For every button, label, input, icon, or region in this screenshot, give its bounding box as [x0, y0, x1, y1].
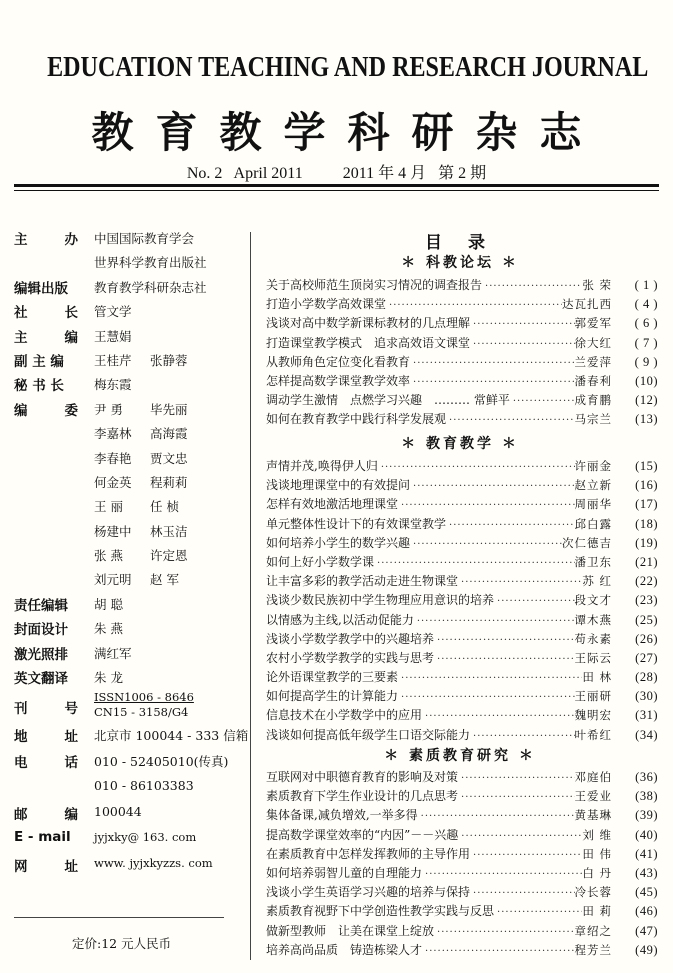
toc-entry-title: 调动学生激情 点燃学习兴趣 ……… 常鲜平: [266, 393, 510, 408]
toc-entry[interactable]: [266, 372, 658, 391]
toc-entry[interactable]: [266, 353, 658, 372]
toc-entry-author: 黄基琳: [574, 808, 612, 823]
typesetter: 满红军: [94, 645, 132, 661]
committee-row: [94, 424, 206, 442]
committee-member: 任 桢: [150, 499, 179, 515]
leader-dots: [458, 831, 582, 842]
toc-entry-title: 单元整体性设计下的有效课堂教学: [266, 516, 447, 531]
masthead-label: 编 委: [14, 402, 78, 419]
masthead-label: 秘 书 长: [14, 378, 64, 395]
toc-entry-page: (30): [635, 689, 658, 704]
toc-entry-author: 张 荣: [582, 278, 612, 292]
price: 定价:12 元人民币: [72, 936, 172, 951]
committee-member: 高海霞: [150, 426, 188, 442]
leader-dots: [458, 792, 574, 803]
toc-entry[interactable]: [266, 457, 658, 476]
translator: 朱 龙: [94, 670, 123, 686]
masthead-label: 地 址: [14, 729, 78, 746]
toc-entry[interactable]: [266, 902, 658, 921]
cover-designer: 朱 燕: [94, 621, 123, 637]
toc-section-title: ＊ 素质教育研究 ＊: [384, 748, 536, 764]
masthead-label: 主 办: [14, 232, 78, 248]
toc-entry-page: (38): [635, 789, 658, 804]
toc-entry-author: 冷长蓉: [574, 885, 612, 900]
toc-entry-author: 田 莉: [582, 904, 612, 919]
toc-entry[interactable]: [266, 768, 658, 787]
leader-dots: [410, 539, 562, 550]
toc-entry-author: 苏 红: [582, 574, 612, 589]
sponsor: 世界科学教育出版社: [94, 255, 207, 271]
toc-entry-page: ( 9 ): [634, 354, 658, 369]
masthead-label: 编辑出版: [14, 280, 68, 297]
toc-entry-author: 邓庭伯: [574, 770, 612, 784]
toc-entry[interactable]: [266, 845, 658, 864]
toc-entry-author: 徐大红: [574, 335, 612, 350]
toc-entry[interactable]: [266, 611, 658, 630]
leader-dots: [458, 773, 574, 784]
toc-entry[interactable]: [266, 883, 658, 902]
masthead-label: 责任编辑: [14, 597, 68, 614]
toc-entry-title: 浅谈对高中数学新课标教材的几点理解: [266, 316, 471, 331]
toc-entry-author: 兰爱萍: [574, 354, 612, 369]
committee-member: 何金英: [94, 474, 132, 490]
toc-entry[interactable]: [266, 806, 658, 825]
leader-dots: [494, 596, 574, 607]
toc-entry-author: 王丽研: [574, 689, 612, 704]
toc-entry-page: ( 1 ): [634, 278, 658, 292]
leader-dots: [482, 281, 582, 292]
price-rule: [14, 917, 224, 918]
leader-dots: [422, 946, 574, 957]
issn: ISSN1006 - 8646: [94, 690, 194, 705]
masthead-label: 英文翻译: [14, 671, 68, 688]
committee-member: 李春艳: [94, 450, 132, 466]
leader-dots: [398, 673, 582, 684]
toc-entry[interactable]: [266, 941, 658, 960]
toc-entry-page: (25): [635, 612, 658, 627]
toc-entry-author: 马宗兰: [574, 412, 612, 427]
committee-member: 许定恩: [150, 548, 188, 564]
toc-entry[interactable]: [266, 649, 658, 668]
toc-entry-title: 培养高尚品质 铸造栋梁人才: [266, 942, 423, 957]
toc-entry-page: (22): [635, 574, 658, 589]
toc-entry-title: 打造小学数学高效课堂: [266, 297, 387, 312]
toc-entry[interactable]: [266, 534, 658, 553]
toc-entry-page: (40): [635, 827, 658, 842]
toc-entry-title: 怎样有效地激活地理课堂: [266, 497, 399, 512]
masthead-label: 封面设计: [14, 622, 68, 639]
toc-entry-author: 潘春利: [574, 373, 612, 388]
toc-entry-title: 素质教育视野下中学创造性教学实践与反思: [266, 904, 495, 919]
toc-entry-page: (15): [635, 459, 658, 473]
toc-entry-author: 郭爱军: [574, 316, 612, 331]
toc-entry-author: 达瓦扎西: [562, 297, 612, 312]
toc-entry-page: (17): [635, 497, 658, 512]
president: 管文学: [94, 304, 132, 320]
toc-entry-page: (27): [635, 650, 658, 665]
toc-entry-title: 如何提高学生的计算能力: [266, 689, 399, 704]
committee-member: 林玉洁: [150, 523, 188, 539]
leader-dots: [434, 635, 574, 646]
postcode: 100044: [94, 804, 142, 820]
responsible-editor: 胡 聪: [94, 596, 123, 612]
toc-entry-title: 声情并茂,唤得伊人归: [266, 459, 378, 473]
toc-entry-author: 潘卫东: [574, 554, 612, 569]
toc-entry[interactable]: [266, 295, 658, 314]
toc-entry[interactable]: [266, 553, 658, 572]
toc-entry[interactable]: [266, 334, 658, 353]
toc-entry-page: (18): [635, 516, 658, 531]
leader-dots: [410, 377, 574, 388]
toc-entry-page: ( 6 ): [634, 316, 658, 331]
toc-entry-title: 论外语课堂教学的三要素: [266, 670, 399, 685]
toc-entry[interactable]: [266, 922, 658, 941]
leader-dots: [418, 811, 575, 822]
committee-member: 王 丽: [94, 499, 123, 515]
toc-entry-title: 集体备课,减负增效,一举多得: [266, 808, 418, 823]
toc-entry[interactable]: [266, 864, 658, 883]
toc-entry[interactable]: [266, 726, 658, 745]
toc-entry-title: 如何在教育教学中践行科学发展观: [266, 412, 447, 427]
toc-section-entries: [266, 768, 658, 960]
email: jyjxky@ 163. com: [94, 830, 197, 845]
toc-entry-author: 谭木燕: [574, 612, 612, 627]
masthead-label: 主 编: [14, 329, 78, 346]
committee-member: 张 燕: [94, 548, 123, 564]
masthead-label: E - mail: [14, 829, 71, 846]
sponsor: 中国国际教育学会: [94, 231, 195, 246]
leader-dots: [422, 869, 582, 880]
leader-dots: [470, 731, 574, 742]
toc-entry-page: (34): [635, 727, 658, 742]
masthead-label: 网 址: [14, 859, 78, 876]
committee-member: 刘元明: [94, 572, 132, 588]
toc-section-entries: [266, 457, 658, 745]
toc-entry-title: 打造课堂教学模式 追求高效语文课堂: [266, 335, 471, 350]
committee-member: 尹 勇: [94, 401, 123, 417]
toc-entry-title: 如何培养弱智儿童的自理能力: [266, 865, 423, 880]
toc-entry-page: (31): [635, 708, 658, 723]
toc-entry-author: 苟永素: [574, 631, 612, 646]
toc-entry-page: (43): [635, 865, 658, 880]
toc-entry-title: 让丰富多彩的教学活动走进生物课堂: [266, 574, 459, 589]
toc-entry[interactable]: [266, 314, 658, 333]
toc-entry-author: 王爱业: [574, 789, 612, 804]
toc-entry[interactable]: [266, 495, 658, 514]
toc-entry[interactable]: [266, 826, 658, 845]
leader-dots: [446, 415, 574, 426]
toc-entry-page: (13): [635, 412, 658, 427]
committee-row: [94, 570, 206, 588]
toc-entry[interactable]: [266, 276, 658, 295]
committee-member: 毕先丽: [150, 401, 188, 417]
toc-entry[interactable]: [266, 706, 658, 725]
toc-entry-page: (21): [635, 554, 658, 569]
toc-entry-author: 周丽华: [574, 497, 612, 512]
toc-section-title: ＊ 教育教学 ＊: [401, 436, 519, 452]
toc-entry-page: (41): [635, 846, 658, 861]
leader-dots: [374, 558, 574, 569]
leader-dots: [510, 396, 575, 407]
toc-entry-page: ( 4 ): [634, 297, 658, 312]
address: 北京市 100044 - 333 信箱: [94, 728, 249, 744]
toc-entry-author: 王际云: [574, 650, 612, 665]
toc-entry-author: 白 丹: [582, 865, 612, 880]
toc-entry-title: 浅谈地理课堂中的有效提问: [266, 478, 411, 493]
masthead: [14, 228, 249, 881]
toc-entry-page: (39): [635, 808, 658, 823]
header-rule-thin: [14, 190, 659, 191]
leader-dots: [410, 358, 574, 369]
toc-entry-author: 次仁德吉: [562, 535, 612, 550]
committee-row: [94, 497, 206, 515]
toc-entry-page: (49): [635, 942, 658, 957]
committee-row: [94, 400, 206, 418]
publisher: 教育教学科研杂志社: [94, 279, 207, 295]
committee-member: 程莉莉: [150, 474, 188, 490]
issue-line: No. 2 April 2011 2011 年 4 月 第 2 期: [186, 165, 487, 182]
website: www. jyjxkyzzs. com: [94, 856, 213, 871]
toc-entry-title: 做新型教师 让美在课堂上绽放: [266, 923, 435, 938]
journal-title-chinese: 教育教学科研杂志: [91, 108, 604, 157]
toc-section-title: ＊ 科教论坛 ＊: [401, 255, 519, 271]
toc-entry-author: 邱白露: [574, 516, 612, 531]
header-rule-thick: [14, 184, 659, 187]
leader-dots: [378, 462, 575, 473]
toc-entry-author: 许丽金: [574, 459, 612, 473]
toc-entry[interactable]: [266, 476, 658, 495]
toc-entry-author: 成育鹏: [574, 393, 612, 408]
toc-entry-title: 在素质教育中怎样发挥教师的主导作用: [266, 846, 471, 861]
committee-row: [94, 522, 206, 540]
cn-number: CN15 - 3158/G4: [94, 705, 189, 720]
leader-dots: [410, 481, 574, 492]
phone: 010 - 86103383: [94, 778, 194, 794]
toc-entry-title: 浅谈小学数学教学中的兴趣培养: [266, 631, 435, 646]
committee-row: [94, 449, 206, 467]
toc-entry-page: (23): [635, 593, 658, 608]
toc-entry-title: 以情感为主线,以活动促能力: [266, 612, 414, 627]
toc-entry-page: (46): [635, 904, 658, 919]
leader-dots: [446, 520, 574, 531]
toc-entry-author: 魏明宏: [574, 708, 612, 723]
toc-entry-author: 赵立新: [574, 478, 612, 493]
toc-entry[interactable]: [266, 591, 658, 610]
journal-title-english: EDUCATION TEACHING AND RESEARCH JOURNAL: [47, 52, 649, 83]
toc-entry-title: 浅谈如何提高低年级学生口语交际能力: [266, 727, 471, 742]
leader-dots: [386, 300, 562, 311]
column-divider: [250, 232, 251, 960]
committee-member: 杨建中: [94, 523, 132, 539]
issn-block: [94, 690, 194, 720]
toc-heading: 目 录: [425, 233, 495, 253]
toc-entry-page: (12): [635, 393, 658, 408]
toc-entry-title: 关于高校师范生顶岗实习情况的调查报告: [266, 278, 483, 292]
leader-dots: [470, 850, 582, 861]
toc-entry-title: 农村小学数学教学的实践与思考: [266, 650, 435, 665]
toc-entry-title: 互联网对中职德育教育的影响及对策: [266, 770, 459, 784]
toc-entry[interactable]: [266, 668, 658, 687]
leader-dots: [398, 692, 574, 703]
toc-entry-page: (10): [635, 373, 658, 388]
toc-entry-author: 田 林: [582, 670, 612, 685]
committee-member: 贾文忠: [150, 450, 188, 466]
toc-entry-page: (19): [635, 535, 658, 550]
toc-entry-title: 素质教育下学生作业设计的几点思考: [266, 789, 459, 804]
toc-entry-title: 如何培养小学生的数学兴趣: [266, 535, 411, 550]
toc-entry[interactable]: [266, 630, 658, 649]
masthead-label: 电 话: [14, 755, 78, 772]
toc-entry[interactable]: [266, 391, 658, 410]
toc-entry-author: 段文才: [574, 593, 612, 608]
toc-entry-page: (16): [635, 478, 658, 493]
toc-entry-page: (45): [635, 885, 658, 900]
deputy-editor: 张静蓉: [150, 352, 188, 368]
toc-entry-title: 如何上好小学数学课: [266, 554, 375, 569]
leader-dots: [470, 339, 574, 350]
masthead-label: 激光照排: [14, 646, 68, 663]
toc-entry-author: 章绍之: [574, 923, 612, 938]
masthead-label: 社 长: [14, 305, 78, 322]
toc-entry-title: 信息技术在小学数学中的应用: [266, 708, 423, 723]
toc-entry-page: (47): [635, 923, 658, 938]
deputy-editor: 王桂芹: [94, 352, 132, 368]
toc-entry-author: 叶希红: [574, 727, 612, 742]
leader-dots: [494, 907, 582, 918]
toc-entry-title: 浅谈小学生英语学习兴趣的培养与保持: [266, 885, 471, 900]
toc-entry[interactable]: [266, 515, 658, 534]
toc-entry[interactable]: [266, 572, 658, 591]
toc-entry-page: (26): [635, 631, 658, 646]
secretary-general: 梅东霞: [94, 377, 132, 393]
toc-entry[interactable]: [266, 410, 658, 429]
masthead-label: 邮 编: [14, 807, 78, 824]
leader-dots: [434, 654, 574, 665]
toc-entry[interactable]: [266, 687, 658, 706]
toc-entry-page: (28): [635, 670, 658, 685]
deputy-editors: [94, 351, 206, 369]
toc-entry-author: 刘 维: [582, 827, 612, 842]
toc-section-entries: [266, 276, 658, 430]
leader-dots: [434, 927, 574, 938]
toc-entry-author: 田 伟: [582, 846, 612, 861]
toc-entry[interactable]: [266, 787, 658, 806]
toc-entry-title: 从教师角色定位变化看教育: [266, 354, 411, 369]
committee-row: [94, 546, 206, 564]
masthead-label: 刊 号: [14, 701, 78, 718]
leader-dots: [398, 500, 574, 511]
toc-entry-title: 浅谈少数民族初中学生物理应用意识的培养: [266, 593, 495, 608]
leader-dots: [470, 888, 574, 899]
editor-in-chief: 王慧娟: [94, 328, 132, 344]
toc-entry-author: 程芳兰: [574, 942, 612, 957]
leader-dots: [470, 319, 574, 330]
toc-entry-title: 怎样提高数学课堂教学效率: [266, 373, 411, 388]
leader-dots: [422, 711, 574, 722]
committee-row: [94, 473, 206, 491]
toc-entry-title: 提高数学课堂效率的“内因”－－兴趣: [266, 827, 459, 842]
masthead-label: 副 主 编: [14, 353, 64, 370]
committee-member: 李嘉林: [94, 426, 132, 442]
leader-dots: [414, 616, 575, 627]
leader-dots: [458, 577, 582, 588]
toc-entry-page: (36): [635, 770, 658, 784]
toc-entry-page: ( 7 ): [634, 335, 658, 350]
committee-member: 赵 军: [150, 572, 179, 588]
phone: 010 - 52405010(传真): [94, 754, 229, 770]
